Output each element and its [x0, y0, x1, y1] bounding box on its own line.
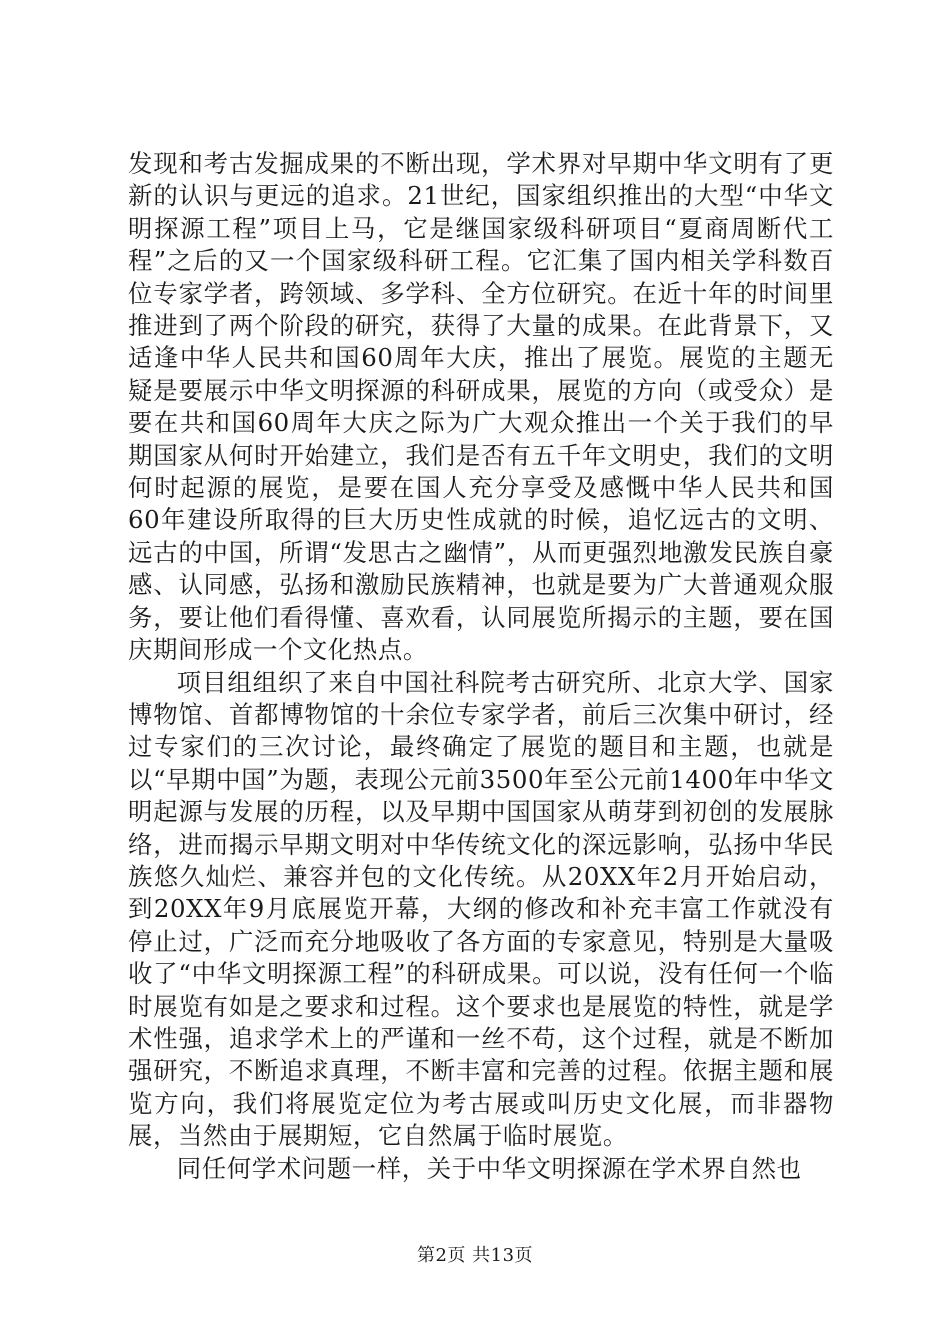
paragraph-1: 发现和考古发掘成果的不断出现，学术界对早期中华文明有了更新的认识与更远的追求。21世纪，国家组织推出的大型“中华文明探源工程”项目上马，它是继国家级科研项目“夏商周断代工程”之后的又一个国家级科研工程。它汇集了国内相关学科数百位专家学者，跨领域、多学科、全方位研究。在近十年的时间里推进到了两个阶段的研究，获得了大量的成果。在此背景下，又适逢中华人民共和国60周年大庆，推出了展览。展览的主题无疑是要展示中华文明探源的科研成果，展览的方向（或受众）是要在共和国60周年大庆之际为广大观众推出一个关于我们的早期国家从何时开始建立，我们是否有五千年文明史，我们的文明何时起源的展览，是要在国人充分享受及感慨中华人民共和国60年建设所取得的巨大历史性成就的时候，追忆远古的文明、远古的中国，所谓“发思古之幽情”，从而更强烈地激发民族自豪感、认同感，弘扬和激励民族精神，也就是要为广大普通观众服务，要让他们看得懂、喜欢看，认同展览所揭示的主题，要在国庆期间形成一个文化热点。	[128, 149, 834, 665]
paragraph-2: 项目组组织了来自中国社科院考古研究所、北京大学、国家博物馆、首都博物馆的十余位专家学者，前后三次集中研讨，经过专家们的三次讨论，最终确定了展览的题目和主题，也就是以“早期中国”为题，表现公元前3500年至公元前1400年中华文明起源与发展的历程，以及早期中国国家从萌芽到初创的发展脉络，进而揭示早期文明对中华传统文化的深远影响，弘扬中华民族悠久灿烂、兼容并包的文化传统。从20XX年2月开始启动，到20XX年9月底展览开幕，大纲的修改和补充丰富工作就没有停止过，广泛而充分地吸收了各方面的专家意见，特别是大量吸收了“中华文明探源工程”的科研成果。可以说，没有任何一个临时展览有如是之要求和过程。这个要求也是展览的特性，就是学术性强，追求学术上的严谨和一丝不苟，这个过程，就是不断加强研究，不断追求真理，不断丰富和完善的过程。依据主题和展览方向，我们将展览定位为考古展或叫历史文化展，而非器物展，当然由于展期短，它自然属于临时展览。	[128, 667, 834, 1151]
document-body	[128, 148, 834, 1185]
paragraph-3: 同任何学术问题一样，关于中华文明探源在学术界自然也	[176, 1153, 802, 1183]
page-footer: 第2页 共13页	[416, 1245, 534, 1266]
